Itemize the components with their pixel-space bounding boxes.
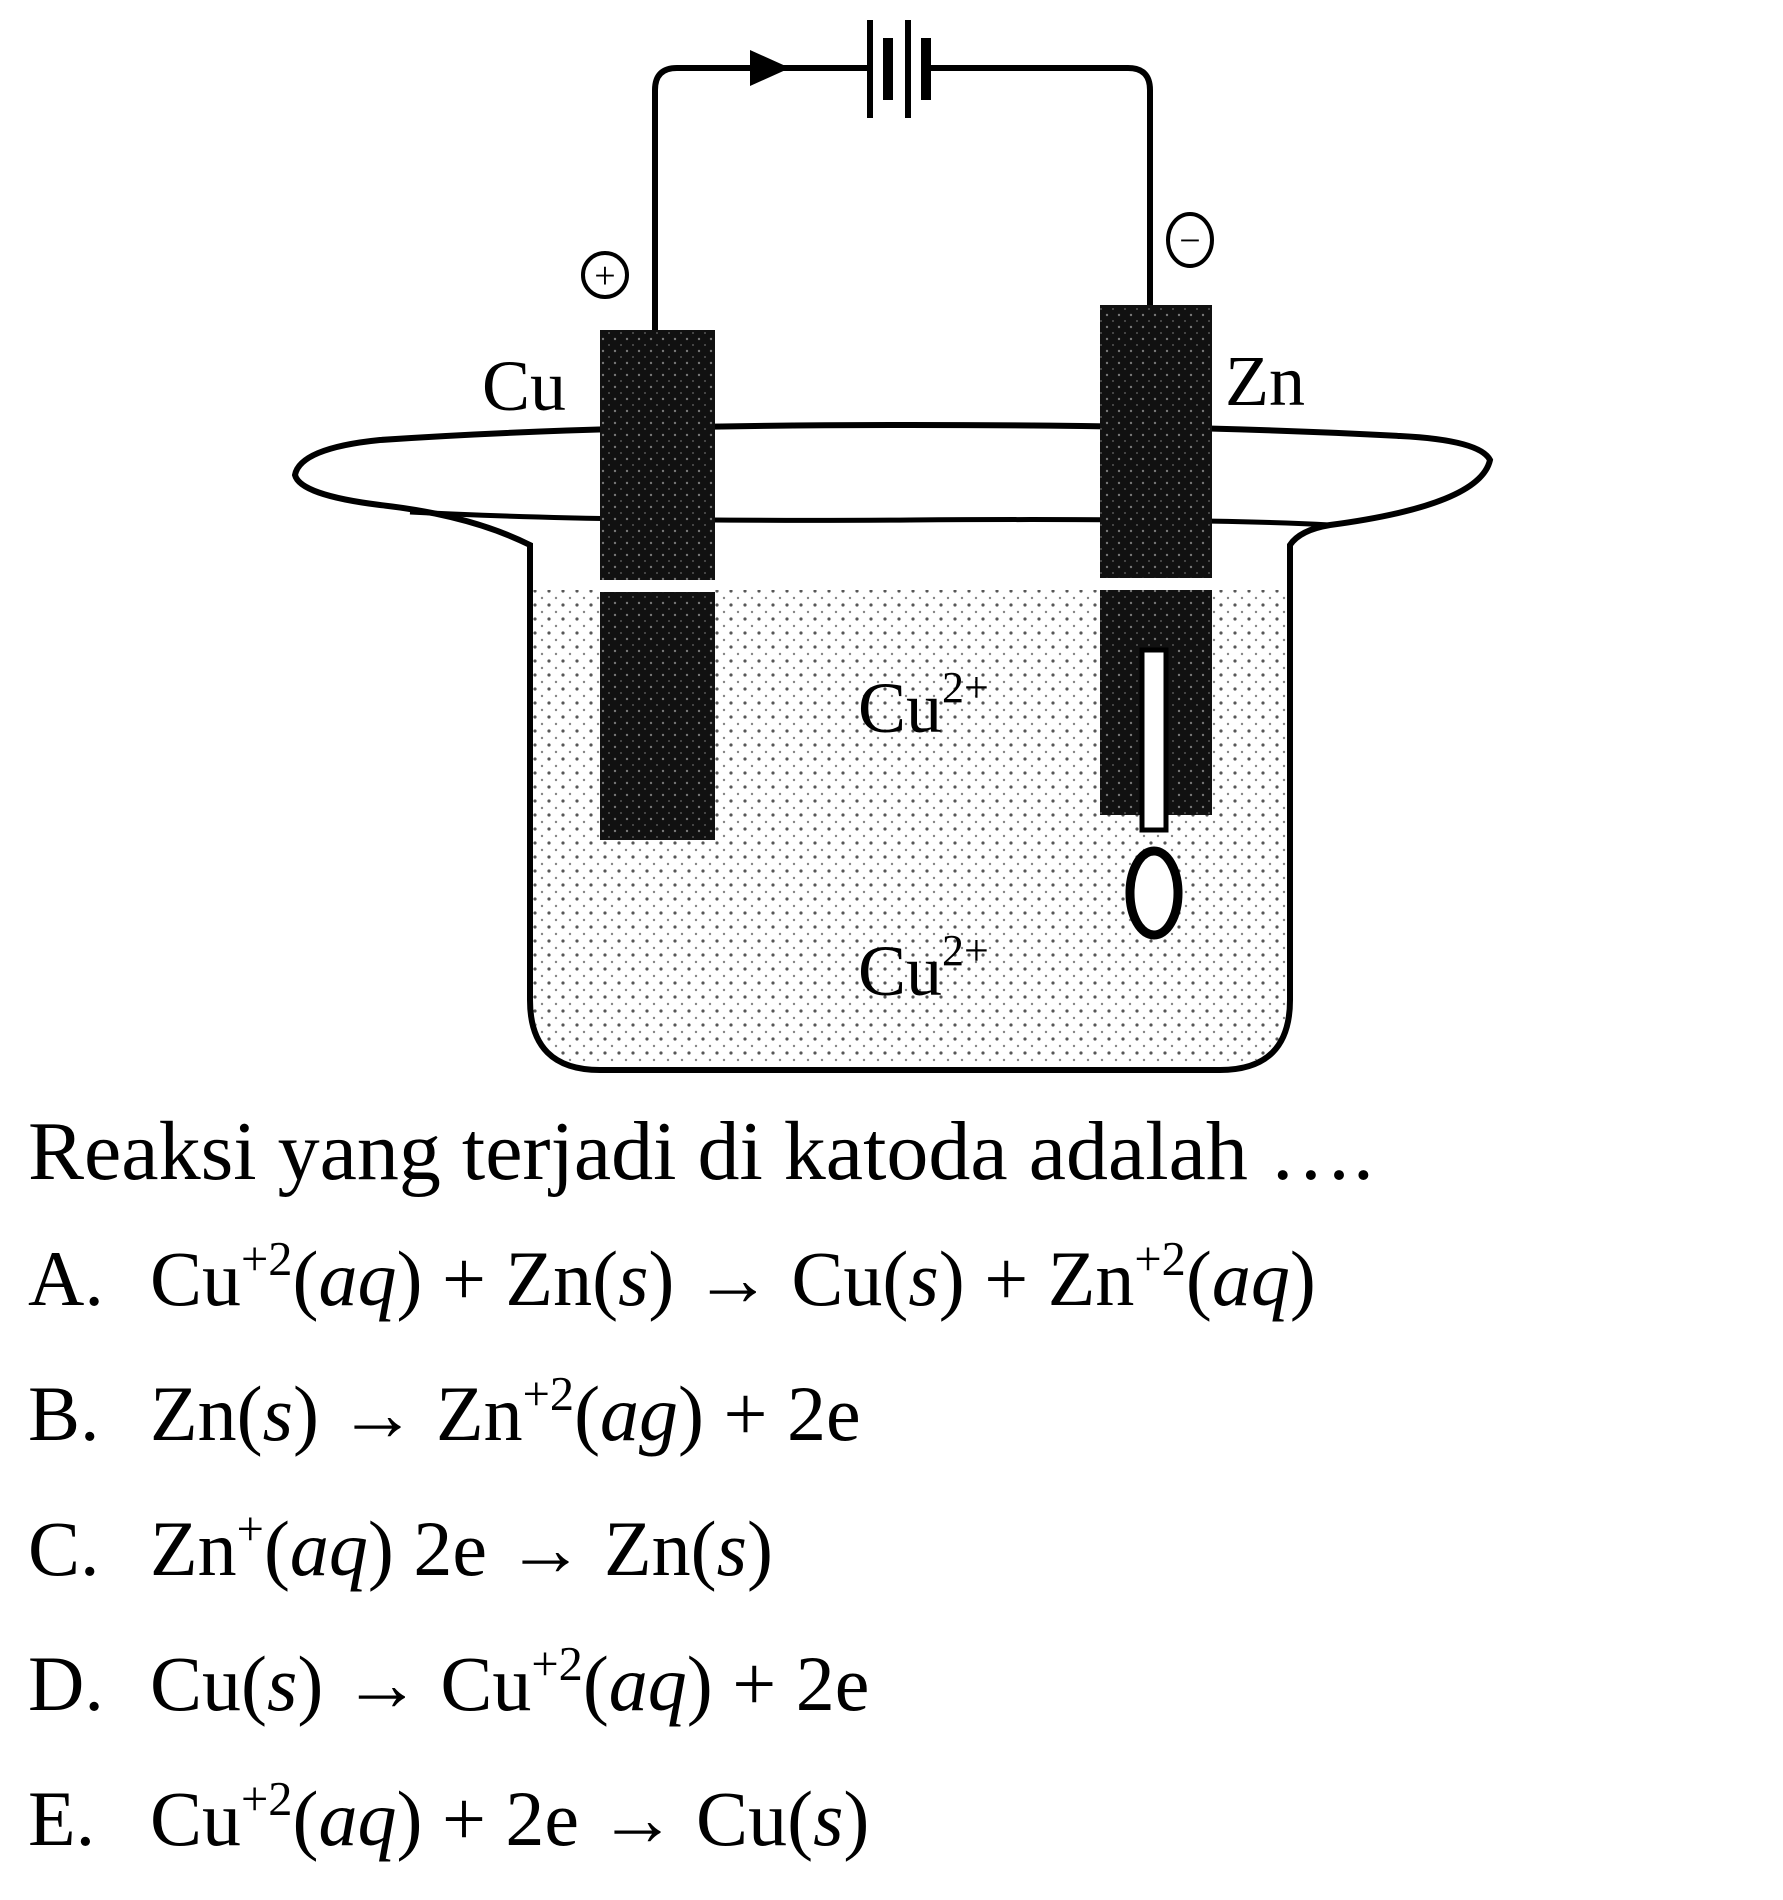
question-text: Reaksi yang terjadi di katoda adalah ….: [28, 1105, 1374, 1198]
current-arrow-icon: [750, 50, 790, 86]
ion-label-upper: $Cu^{2+}$: [858, 663, 989, 748]
ion-label-lower: $Cu^{2+}$: [858, 926, 989, 1011]
option-letter: B.: [28, 1370, 100, 1457]
option-letter: E.: [28, 1775, 96, 1862]
negative-terminal-icon: [1168, 214, 1212, 266]
cathode-label: Zn: [1225, 341, 1305, 421]
option-d[interactable]: [28, 1638, 870, 1727]
option-b[interactable]: [28, 1368, 861, 1457]
anode-label: Cu: [482, 346, 567, 426]
option-equation: $Cu(s) \to Cu^{+2}(aq) + 2e$: [150, 1638, 870, 1727]
svg-text:+: +: [594, 255, 616, 297]
option-equation: $Cu^{+2}(aq) + Zn(s) \to Cu(s) + Zn^{+2}(aq)$: [150, 1233, 1316, 1322]
option-equation: $Cu^{+2}(aq) + 2e \to Cu(s)$: [150, 1773, 870, 1862]
positive-terminal-icon: [583, 253, 627, 297]
option-equation: $Zn(s) \to Zn^{+2}(ag) + 2e$: [150, 1368, 861, 1457]
option-letter: A.: [28, 1235, 104, 1322]
option-e[interactable]: [28, 1773, 870, 1862]
option-a[interactable]: [28, 1233, 1316, 1322]
circuit-wire: [655, 68, 1150, 330]
option-letter: C.: [28, 1505, 100, 1592]
svg-text:−: −: [1179, 220, 1201, 262]
option-letter: D.: [28, 1640, 104, 1727]
option-c[interactable]: [28, 1503, 773, 1592]
battery-icon: [870, 20, 926, 118]
zinc-slot: [1142, 650, 1166, 830]
gas-bubble-icon: [1130, 851, 1178, 935]
option-equation: Zn+(aq) 2e → Zn(s): [150, 1503, 773, 1592]
